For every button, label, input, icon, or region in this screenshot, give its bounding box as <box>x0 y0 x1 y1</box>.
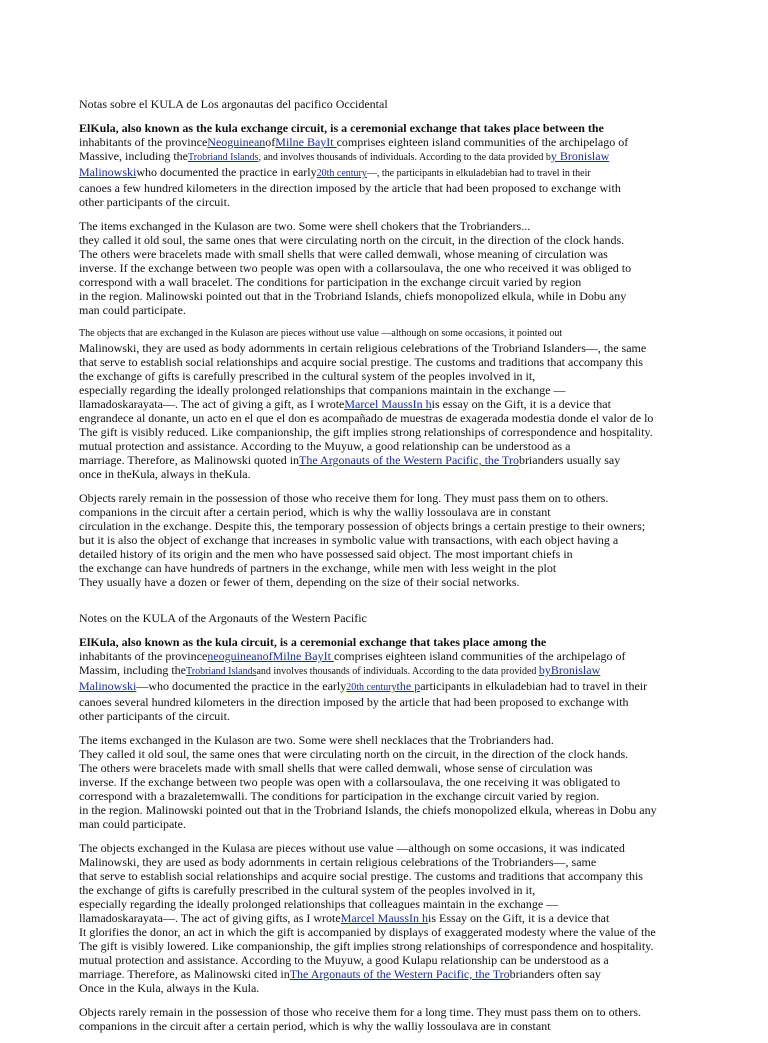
text-line: Objects rarely remain in the possession of those who receive them for a long time. They must pass them on to others. <box>79 1005 641 1019</box>
s1-p1-line-2: inhabitants of the provinceNeoguineanofMilne BayIt comprises eighteen island communities of the archipelago of <box>79 135 629 149</box>
text-line: llamadoskarayata—. The act of giving gifts, as I wroteMarcel MaussIn his Essay on the Gift, it is a device that <box>79 911 610 925</box>
s1-p1-line-3: Massive, including theTrobriand Islands, and involves thousands of individuals. According to the data provided by Bronislaw <box>79 149 610 163</box>
s2-p1-line-3: Massim, including theTrobriand Islandsand involves thousands of individuals. According to the data provided byBronislaw <box>79 663 601 677</box>
text-line: The items exchanged in the Kulason are two. Some were shell necklaces that the Trobrianders had. <box>79 733 554 747</box>
text-line: man could participate. <box>79 303 186 317</box>
section-1-title: Notas sobre el KULA de Los argonautas del pacifico Occidental <box>79 97 388 111</box>
link-20th-century[interactable]: 20th century <box>346 682 397 693</box>
text-line: mutual protection and assistance. According to the Muyuw, a good relationship can be understood as a <box>79 439 571 453</box>
s1-paragraph-3 <box>79 327 679 481</box>
text-line: the exchange can have hundreds of partners in the exchange, while men with less weight in the plot <box>79 561 557 575</box>
text-line: marriage. Therefore, as Malinowski quoted inThe Argonauts of the Western Pacific, the Trobrianders usually say <box>79 453 621 467</box>
text-line: mutual protection and assistance. According to the Muyuw, a good Kulapu relationship can be understood as a <box>79 953 609 967</box>
text-line: that serve to establish social relationships and acquire social prestige. The customs and traditions that accompany this <box>79 869 643 883</box>
text-line: The objects that are exchanged in the Kulason are pieces without use value —although on some occasions, it pointed out <box>79 328 563 339</box>
text-line: The items exchanged in the Kulason are two. Some were shell chokers that the Trobrianders... <box>79 219 531 233</box>
link-argonauts[interactable]: The Argonauts of the Western Pacific, the Tro <box>299 453 519 467</box>
text-line: inverse. If the exchange between two people was open with a collarsoulava, the one who received it was obliged to <box>79 261 632 275</box>
text-line: Malinowski, they are used as body adornments in certain religious celebrations of the Trobriand Islanders—, the same <box>79 341 647 355</box>
s2-p1-line-4: Malinowski—who documented the practice in the early20th centurythe participants in elkuladebian had to travel in their <box>79 679 648 693</box>
text-line: correspond with a brazaletemwalli. The conditions for participation in the exchange circuit varied by region. <box>79 789 600 803</box>
text-line: detailed history of its origin and the men who have possessed said object. The most important chiefs in <box>79 547 573 561</box>
text-line: man could participate. <box>79 817 186 831</box>
link-neoguinean[interactable]: Neoguinean <box>207 135 266 149</box>
s1-p1-line-5: canoes a few hundred kilometers in the direction imposed by the article that had been proposed to exchange with <box>79 181 621 195</box>
text-line: they called it old soul, the same ones that were circulating north on the circuit, in the direction of the clock hands. <box>79 233 625 247</box>
s1-p1-line-4: Malinowskiwho documented the practice in early20th century—, the participants in elkuladebian had to travel in their <box>79 165 591 179</box>
s2-p1-line-6: other participants of the circuit. <box>79 709 230 723</box>
link-neoguinean[interactable]: neoguineanof <box>207 649 273 663</box>
text-line: companions in the circuit after a certain period, which is why the walliy lossoulava are in constant <box>79 505 551 519</box>
text-line: The gift is visibly lowered. Like companionship, the gift implies strong relationships of correspondence and hospitality. <box>79 939 654 953</box>
link-milne-bay[interactable]: Milne BayIt <box>275 135 337 149</box>
link-malinowski[interactable]: Malinowski <box>79 165 137 179</box>
link-malinowski[interactable]: Malinowski <box>79 679 137 693</box>
s1-p1-line-1: ElKula, also known as the kula exchange circuit, is a ceremonial exchange that takes place between the <box>79 121 604 135</box>
s1-p1-line-6: other participants of the circuit. <box>79 195 230 209</box>
text-line: The objects exchanged in the Kulasa are pieces without use value —although on some occasions, it was indicated <box>79 841 625 855</box>
text-line: but it is also the object of exchange that increases in symbolic value with transactions, with each object having a <box>79 533 619 547</box>
s2-p1-line-1: ElKula, also known as the kula circuit, is a ceremonial exchange that takes place among the <box>79 635 547 649</box>
link-milne-bay[interactable]: Milne BayIt <box>272 649 334 663</box>
text-line: especially regarding the ideally prolonged relationships that companions maintain in the exchange — <box>79 383 566 397</box>
text-line: companions in the circuit after a certain period, which is why the walliy lossoulava are in constant <box>79 1019 551 1033</box>
text-line: engrandece al donante, un acto en el que el don es acompañado de muestras de exagerada modestia donde el valor de lo <box>79 411 654 425</box>
document-page <box>79 97 679 1043</box>
text-line: It glorifies the donor, an act in which the gift is accompanied by displays of exaggerated modesty where the value of the <box>79 925 656 939</box>
link-bronislaw[interactable]: byBronislaw <box>538 663 601 677</box>
text-line: circulation in the exchange. Despite this, the temporary possession of objects brings a certain prestige to their owners; <box>79 519 646 533</box>
s2-p1-line-5: canoes several hundred kilometers in the direction imposed by the article that had been proposed to exchange with <box>79 695 629 709</box>
text-line: in the region. Malinowski pointed out that in the Trobriand Islands, the chiefs monopolized elkula, whereas in Dobu any <box>79 803 657 817</box>
text-line: once in theKula, always in theKula. <box>79 467 251 481</box>
text-line: marriage. Therefore, as Malinowski cited inThe Argonauts of the Western Pacific, the Trobrianders often say <box>79 967 601 981</box>
link-the-participants[interactable]: the p <box>396 679 421 693</box>
text-line: The others were bracelets made with small shells that were called demwali, whose sense of circulation was <box>79 761 593 775</box>
text-line: inverse. If the exchange between two people was open with a collarsoulava, the one receiving it was obligated to <box>79 775 621 789</box>
section-2-title: Notes on the KULA of the Argonauts of the Western Pacific <box>79 611 367 625</box>
text-line: correspond with a wall bracelet. The conditions for participation in the exchange circuit varied by region <box>79 275 582 289</box>
s1-paragraph-2 <box>79 219 679 317</box>
text-line: llamadoskarayata—. The act of giving a gift, as I wroteMarcel MaussIn his essay on the Gift, it is a device that <box>79 397 611 411</box>
text-line: The gift is visibly reduced. Like companionship, the gift implies strong relationships of correspondence and hospitality. <box>79 425 653 439</box>
section-1 <box>79 97 679 589</box>
link-marcel-mauss[interactable]: Marcel MaussIn h <box>340 911 429 925</box>
link-trobriand-islands[interactable]: Trobriand Islands <box>186 666 257 677</box>
text-line: especially regarding the ideally prolonged relationships that colleagues maintain in the exchange — <box>79 897 559 911</box>
text-line: the exchange of gifts is carefully prescribed in the cultural system of the peoples involved in it, <box>79 883 536 897</box>
section-2 <box>79 611 679 1033</box>
text-line: in the region. Malinowski pointed out that in the Trobriand Islands, chiefs monopolized elkula, while in Dobu any <box>79 289 627 303</box>
text-line: They usually have a dozen or fewer of them, depending on the size of their social networks. <box>79 575 520 589</box>
link-marcel-mauss[interactable]: Marcel MaussIn h <box>344 397 432 411</box>
text-line: They called it old soul, the same ones that were circulating north on the circuit, in the direction of the clock hands. <box>79 747 629 761</box>
link-argonauts[interactable]: The Argonauts of the Western Pacific, the Tro <box>289 967 510 981</box>
text-line: The others were bracelets made with small shells that were called demwali, whose meaning of circulation was <box>79 247 608 261</box>
text-line: Malinowski, they are used as body adornments in certain religious celebrations of the Trobrianders—, same <box>79 855 597 869</box>
s2-paragraph-4 <box>79 1005 679 1033</box>
s1-paragraph-1 <box>79 121 679 209</box>
text-line: Once in the Kula, always in the Kula. <box>79 981 260 995</box>
text-line: that serve to establish social relationships and acquire social prestige. The customs and traditions that accompany this <box>79 355 643 369</box>
link-trobriand-islands[interactable]: Trobriand Islands <box>187 152 259 163</box>
text-line: the exchange of gifts is carefully prescribed in the cultural system of the peoples involved in it, <box>79 369 536 383</box>
link-bronislaw[interactable]: y Bronislaw <box>550 149 610 163</box>
s2-p1-line-2: inhabitants of the provinceneoguineanofMilne BayIt comprises eighteen island communities of the archipelago of <box>79 649 626 663</box>
text-line: Objects rarely remain in the possession of those who receive them for long. They must pass them on to others. <box>79 491 609 505</box>
s1-paragraph-4 <box>79 491 679 589</box>
s2-paragraph-3 <box>79 841 679 995</box>
s2-paragraph-2 <box>79 733 679 831</box>
link-20th-century[interactable]: 20th century <box>316 168 367 179</box>
s2-paragraph-1 <box>79 635 679 723</box>
